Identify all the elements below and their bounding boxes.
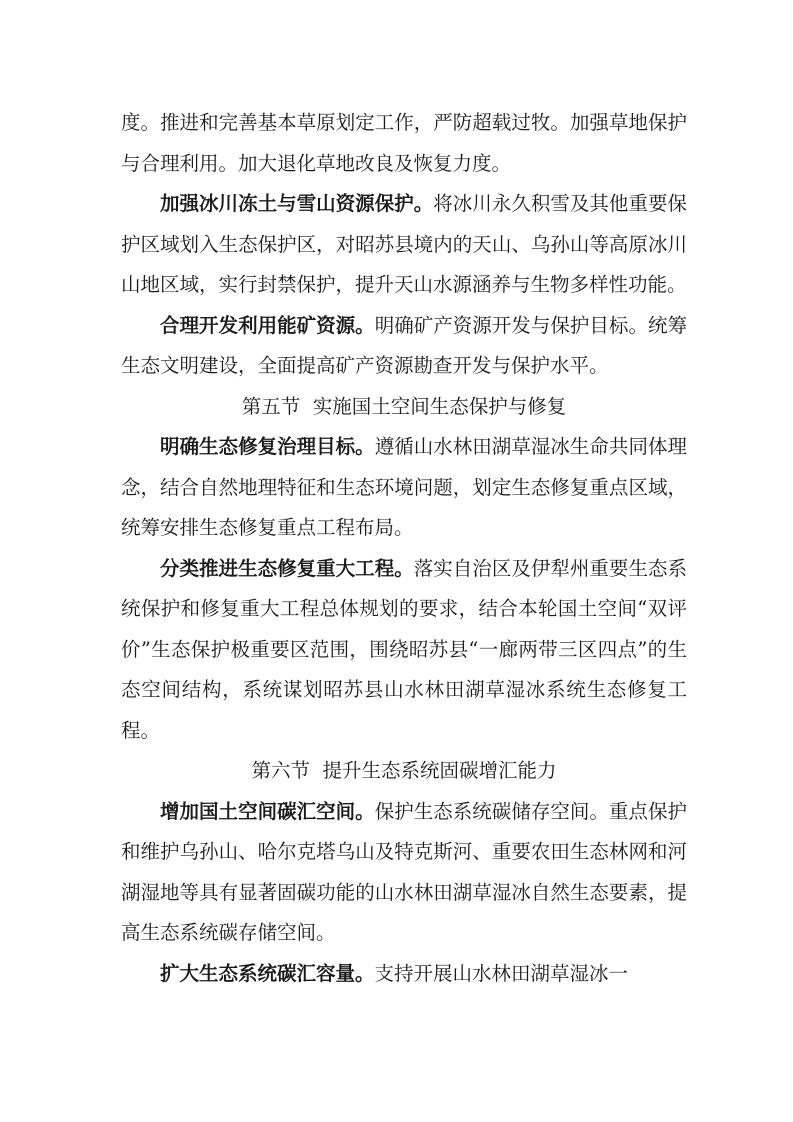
section-heading-5: 第五节 实施国土空间生态保护与修复	[241, 394, 567, 418]
section-heading-6: 第六节 提升生态系统固碳增汇能力	[251, 759, 557, 782]
paragraph-lead: 合理开发利用能矿资源。	[160, 313, 375, 337]
paragraph-body: 明确矿产资源开发与保护目标。统筹生态文明建设，全面提高矿产资源勘查开发与保护水平。	[121, 313, 687, 377]
paragraph-restoration-projects	[121, 549, 687, 752]
paragraph-lead: 明确生态修复治理目标。	[160, 435, 375, 458]
paragraph-body: 遵循山水林田湖草湿冰生命共同体理念，结合自然地理特征和生态环境问题，划定生态修复重点区域，统筹安排生态修复重点工程布局。	[121, 435, 687, 539]
paragraph-lead: 扩大生态系统碳汇容量。	[160, 961, 375, 985]
paragraph-body: 支持开展山水林田湖草湿冰一	[374, 961, 629, 985]
paragraph-lead: 加强冰川冻土与雪山资源保护。	[160, 192, 434, 215]
paragraph-restoration-goals	[121, 427, 687, 549]
paragraph-lead: 分类推进生态修复重大工程。	[160, 556, 414, 580]
paragraph-carbon-sink-space	[121, 792, 687, 954]
paragraph-glacier-protection	[121, 184, 687, 306]
paragraph-mineral-resources	[121, 306, 687, 387]
paragraph-body: 将冰川永久积雪及其他重要保护区域划入生态保护区，对昭苏县境内的天山、乌孙山等高原冰川山地区域，实行封禁保护，提升天山水源涵养与生物多样性功能。	[121, 192, 687, 296]
paragraph-body: 落实自治区及伊犁州重要生态系统保护和修复重大工程总体规划的要求，结合本轮国土空间“双评价”生态保护极重要区范围，围绕昭苏县“一廊两带三区四点”的生态空间结构，系统谋划昭苏县山水林田湖草湿冰系统生态修复工程。	[121, 556, 687, 742]
document-page	[121, 103, 687, 994]
paragraph-lead: 增加国土空间碳汇空间。	[160, 799, 375, 823]
paragraph-body: 度。推进和完善基本草原划定工作，严防超载过牧。加强草地保护与合理利用。加大退化草地改良及恢复力度。	[121, 111, 687, 175]
paragraph-grassland-continuation	[121, 103, 687, 184]
paragraph-body: 保护生态系统碳储存空间。重点保护和维护乌孙山、哈尔克塔乌山及特克斯河、重要农田生态林网和河湖湿地等具有显著固碳功能的山水林田湖草湿冰自然生态要素，提高生态系统碳存储空间。	[121, 799, 687, 944]
paragraph-carbon-sink-capacity	[121, 954, 687, 995]
